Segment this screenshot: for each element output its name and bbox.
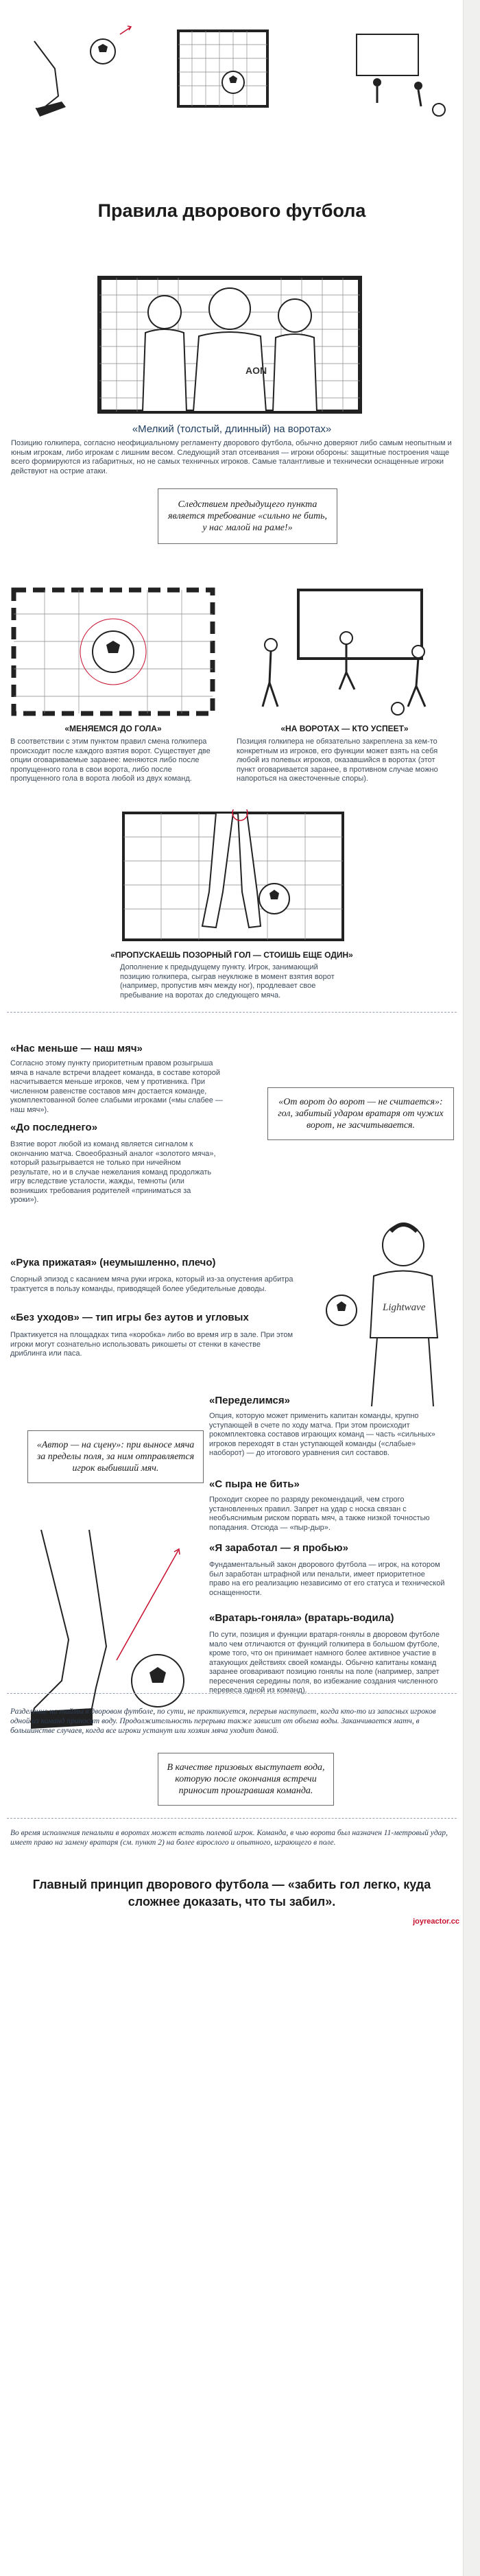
pen-text: Фундаментальный закон дворового футбола — игрок, на котором был заработан штрафной или пенальти, имеет приоритетное право на его реализацию независимо от его статуса и технической оснащенности. bbox=[209, 1561, 445, 1597]
pen-title: «Я заработал — я пробью» bbox=[209, 1542, 348, 1554]
right-rail bbox=[463, 0, 480, 2576]
main-principle: Главный принцип дворового футбола — «забить гол легко, куда сложнее доказать, что ты забил». bbox=[32, 1878, 431, 1909]
intro-text: Позицию голкипера, согласно неофициальному регламенту дворового футбола, обычно доверяют либо самым неопытным и юным игрокам, либо игрокам с лишним весом. Следующий этап отсеивания — игроки обороны: защитные построения чаще всего формируются из габаритных, но не самых техничных игроков. Самые талантливые и технически оснащенные игроки действуют на острие атаки. bbox=[11, 439, 452, 475]
out-title: «Без уходов» — тип игры без аутов и угловых bbox=[10, 1312, 249, 1323]
run-title: «С пыра не бить» bbox=[209, 1478, 300, 1490]
ball-between-legs-illustration bbox=[120, 810, 346, 943]
who-text: Позиция голкипера не обязательно закреплена за кем-то конкретным из игроков, его функции может взять на себя любой из полевых игроков, оказавшийся в воротах (этот пункт оговаривается заранее, в противном случае можно напороться на ожесточенные споры). bbox=[237, 737, 438, 783]
shirt-text: AON bbox=[245, 365, 267, 376]
intro-caption: «Мелкий (толстый, длинный) на воротах» bbox=[132, 423, 332, 435]
hand-title: «Рука прижатая» (неумышленно, плечо) bbox=[10, 1257, 216, 1268]
repick-title: «Переделимся» bbox=[209, 1395, 290, 1406]
fewer-text: Согласно этому пункту приоритетным правом розыгрыша мяча в начале встречи владеет команда, в составе которой насчитывается меньше игроков, чем у противника. При численном равенстве составов мяч достается команде, укомплектованной более слабыми игроками («мы слабее — наш мяч»). bbox=[10, 1059, 223, 1114]
separator bbox=[7, 1693, 457, 1694]
players-running-illustration bbox=[237, 587, 453, 717]
jersey-text: Lightwave bbox=[383, 1302, 426, 1313]
fewer-title: «Нас меньше — наш мяч» bbox=[10, 1043, 143, 1054]
break-text: Разделение на таймы в дворовом футболе, по сути, не практикуется, перерыв наступает, когда кто-то из запасных игроков одной из команд приносит воду. Продолжительность перерыва также зависит от объема воды. Заканчивается матч, в большинстве случаев, когда все игроки устанут или хозяин мяча уходит домой. bbox=[10, 1708, 436, 1735]
author-quote: «Автор — на сцену»: при выносе мяча за пределы поля, за ним отправляется игрок выбивший мяч. bbox=[27, 1430, 204, 1483]
players-illustration bbox=[350, 21, 453, 123]
swap-text: В соответствии с этим пунктом правил смена голкипера происходит после каждого взятия ворот. Существует две опции оговариваемые заранее: меняются либо после пропущенного гола в свои ворота, либо после пропущенного гола в ворота любой из двух команд. bbox=[10, 737, 211, 783]
gk-text: По сути, позиция и функции вратаря-гонялы в дворовом футболе мало чем отличаются от функций голкипера в большом футболе, кроме того, что он принимает намного более активное участие в атакующих действиях своей команды. Обычно капитаны команд заранее оговаривают позицию гонялы на поле (например, запрет пересечения середины поля, во избежание создания численного перевеса одной из команд). bbox=[209, 1631, 440, 1694]
hand-text: Спорный эпизод с касанием мяча руки игрока, который из-за опустения арбитра трактуется в пользу команды, приводящей более убедительные доводы. bbox=[10, 1275, 293, 1293]
goal-illustration bbox=[171, 24, 274, 120]
penalty-text: Во время исполнения пенальти в воротах может встать полевой игрок. Команда, в чью ворота был назначен 11-метровый удар, имеет право на замену вратаря (см. пункт 2) на более взрослого и опытного, играющего в поле. bbox=[10, 1829, 448, 1847]
who-title: «НА ВОРОТАХ — КТО УСПЕЕТ» bbox=[280, 724, 409, 733]
swap-title: «МЕНЯЕМСЯ ДО ГОЛА» bbox=[64, 724, 162, 733]
last-title: «До последнего» bbox=[10, 1122, 98, 1133]
watermark: joyreactor.cc bbox=[413, 1917, 459, 1926]
last-text: Взятие ворот любой из команд является сигналом к окончанию матча. Своеобразный аналог «золотого мяча», который разыгрывается не только при ничейном результате, но и в случае нежелания команд продолжать игру вследствие усталости, жажды, темноты (или возникших требования родителей «приниматься за уроки»). bbox=[10, 1140, 216, 1204]
run-text: Проходит скорее по разряду рекомендаций, чем строго установленных правил. Запрет на удар с носка связан с необъяснимым риском порвать мяч, а также низкой точностью попадания. Отсюда — «пыр-дыр». bbox=[209, 1496, 430, 1532]
goal-front-illustration bbox=[10, 587, 216, 717]
shame-text: Дополнение к предыдущему пункту. Игрок, занимающий позицию голкипера, сыграв неуклюже в момент взятия ворот (например, пропустив мяч между ног), продлевает свое пребывание на воротах до следующего мяча. bbox=[120, 963, 335, 1000]
kids-in-goal-illustration bbox=[96, 274, 363, 415]
boy-hand-illustration bbox=[322, 1214, 453, 1413]
separator bbox=[7, 1818, 457, 1819]
intro-quote: Следствием предыдущего пункта является требование «сильно не бить, у нас малой на раме!» bbox=[158, 488, 337, 544]
repick-text: Опция, которую может применить капитан команды, крупно уступающей в счете по ходу матча. При этом происходит рокомплектовка составов играющих команд — часть «сильных» игроков переходят в стан уступающей команды («слабые» наоборот) — до итогового уравнения сил составов. bbox=[209, 1412, 435, 1457]
blank-area bbox=[0, 1935, 464, 2576]
kick-illustration bbox=[27, 21, 137, 123]
gk-title: «Вратарь-гоняла» (вратарь-водила) bbox=[209, 1612, 394, 1624]
out-text: Практикуется на площадках типа «коробка» либо во время игр в зале. При этом игроки могут сознательно использовать рикошеты от стенки в качестве дриблинга или паса. bbox=[10, 1331, 293, 1358]
gate-quote: «От ворот до ворот — не считается»: гол, забитый ударом вратаря от чужих ворот, не засчитывается. bbox=[267, 1087, 454, 1140]
shame-title: «ПРОПУСКАЕШЬ ПОЗОРНЫЙ ГОЛ — СТОИШЬ ЕЩЕ ОДИН» bbox=[110, 950, 353, 960]
prize-quote: В качестве призовых выступает вода, которую после окончания встречи приносит проигравшая команда. bbox=[158, 1753, 334, 1806]
separator bbox=[7, 1012, 457, 1013]
page-title: Правила дворового футбола bbox=[97, 200, 366, 221]
